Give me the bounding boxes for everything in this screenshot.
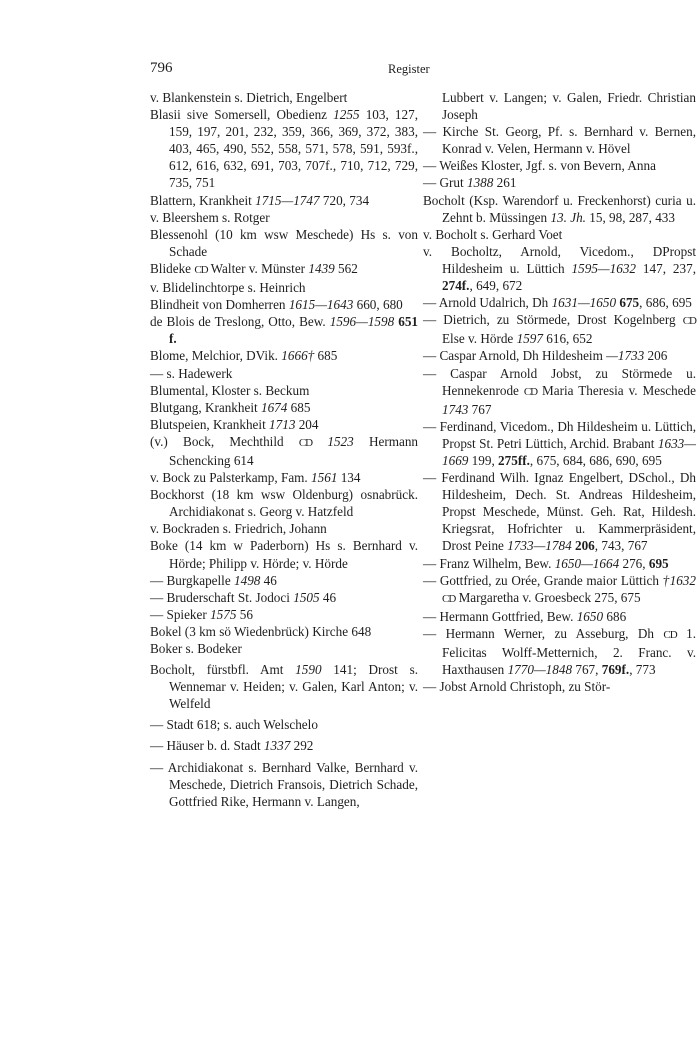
entry-text: v. Blidelinchtorpe s. Heinrich — [150, 280, 306, 296]
entry-text: (v.) Bock, Mechthild — [150, 433, 299, 449]
entry-text: Maria Theresia v. Meschede — [537, 382, 696, 398]
index-entry — [150, 209, 418, 226]
entry-text: Blattern, Krankheit — [150, 192, 256, 208]
entry-text: 1597 — [516, 331, 543, 347]
entry-text: Bokel (3 km sö Wiedenbrück) Kirche 648 — [150, 623, 372, 639]
entry-text: 147, 237, — [636, 260, 697, 276]
entry-text: — Jobst Arnold Christoph, zu Stör- — [423, 679, 611, 695]
entry-text: 292 — [290, 738, 314, 754]
entry-text: 103, 127, 159, 197, 201, 232, 359, 366, 369, 372, 383, 403, 465, 490, 552, 558, 571, 578, 591, 593f., 612, 616, 632, 691, 703, 707f., 710, 712, 729, 735, 751 — [169, 107, 418, 191]
entry-text: 1388 — [466, 175, 494, 191]
index-entry — [150, 759, 418, 810]
entry-text: — Häuser b. d. Stadt — [150, 738, 264, 754]
entry-text: 1523 — [327, 433, 354, 449]
entry-text: — Caspar Arnold Jobst, zu Störmede u. Hennekenrode — [423, 365, 696, 398]
entry-text: Blasii sive Somersell, Obedienz — [150, 107, 334, 123]
entry-text: 616, 652 — [542, 331, 593, 347]
index-entry — [423, 294, 696, 311]
index-entry — [150, 106, 418, 191]
index-column-right — [423, 89, 696, 695]
index-entry — [423, 678, 696, 695]
index-entry — [423, 174, 696, 191]
entry-text: 1505 — [293, 589, 320, 605]
entry-text: 1590 — [295, 662, 322, 678]
entry-text: 1743 — [442, 401, 469, 417]
index-entry — [150, 737, 418, 754]
entry-text: v. Bock zu Palsterkamp, Fam. — [150, 470, 312, 486]
entry-text: Blumental, Kloster s. Beckum — [150, 382, 310, 398]
entry-text: 660, 680 — [353, 297, 403, 313]
index-entry — [423, 572, 696, 608]
index-entry — [150, 589, 418, 606]
index-entry — [423, 608, 696, 625]
marriage-symbol: CD — [298, 436, 313, 449]
entry-text: 720, 734 — [319, 192, 370, 208]
entry-text: Bockhorst (18 km wsw Oldenburg) osnabrück. Archidiakonat s. Georg v. Hatzfeld — [150, 487, 418, 520]
entry-text: 1666† — [281, 348, 315, 364]
entry-text: 1498 — [234, 572, 261, 588]
index-entry — [150, 313, 418, 347]
entry-text: 134 — [337, 470, 361, 486]
entry-text: — Gottfried, zu Orée, Grande maior Lüttich — [423, 572, 663, 588]
entry-text: 685 — [314, 348, 338, 364]
entry-text: v. Bocholtz, Arnold, Vicedom., DPropst Hildesheim u. Lüttich — [423, 243, 696, 276]
entry-text: — Arnold Udalrich, Dh — [423, 295, 552, 311]
index-entry — [423, 89, 696, 123]
index-entry — [150, 640, 418, 657]
index-entry — [150, 520, 418, 537]
entry-text: Boker s. Bodeker — [150, 641, 242, 656]
entry-text: 46 — [319, 589, 337, 605]
entry-text: 1733—1784 — [507, 538, 572, 554]
entry-text: — Hermann Werner, zu Asseburg, Dh — [423, 625, 664, 641]
entry-text: Blutgang, Krankheit — [150, 399, 261, 415]
entry-text: — Archidiakonat s. Bernhard Valke, Bernhard v. Meschede, Dietrich Fransois, Dietrich Schade, Gottfried Rike, Hermann v. Langen, — [150, 759, 418, 809]
entry-text: 685 — [287, 399, 311, 415]
index-entry — [150, 661, 418, 712]
index-entry — [423, 469, 696, 554]
index-entry — [423, 192, 696, 226]
index-entry — [150, 365, 418, 382]
entry-text: — Burgkapelle — [150, 572, 234, 588]
entry-text: 15, 98, 287, 433 — [585, 209, 675, 225]
entry-text: — s. Hadewerk — [150, 365, 233, 381]
entry-text: 1575 — [210, 606, 237, 622]
index-entry — [150, 486, 418, 520]
entry-text: 1633—1669 — [442, 435, 696, 468]
page-header — [150, 60, 696, 80]
entry-text: , 675, 684, 686, 690, 695 — [529, 452, 662, 468]
entry-text: 56 — [236, 606, 253, 622]
index-entry — [150, 572, 418, 589]
entry-text: v. Bleershem s. Rotger — [150, 209, 270, 225]
entry-text: 1595—1632 — [571, 260, 637, 276]
entry-text: 1561 — [311, 470, 338, 486]
entry-text: v. Blankenstein s. Dietrich, Engelbert — [150, 90, 348, 105]
index-entry — [423, 555, 696, 572]
entry-text: — Kirche St. Georg, Pf. s. Bernhard v. Bernen, Konrad v. Velen, Hermann v. Hövel — [423, 124, 696, 157]
entry-text: Lubbert v. Langen; v. Galen, Friedr. Christian Joseph — [442, 90, 696, 123]
entry-text: 1770—1848 — [507, 662, 573, 678]
entry-text: 1. Felicitas Wolff-Metternich, 2. Franc. v. Haxthausen — [442, 625, 697, 678]
entry-text: Boke (14 km w Paderborn) Hs s. Bernhard v. Hörde; Philipp v. Hörde; v. Hörde — [150, 538, 418, 571]
entry-text: 675 — [619, 295, 640, 311]
index-entry — [423, 157, 696, 174]
entry-text: Bocholt (Ksp. Warendorf u. Freckenhorst) curia u. Zehnt b. Müssingen — [423, 192, 696, 225]
entry-text: 274f. — [442, 278, 470, 294]
index-entry — [423, 243, 696, 294]
entry-text: — Ferdinand, Vicedom., Dh Hildesheim u. Lüttich, Propst St. Petri Lüttich, Archid. Brabant — [423, 418, 696, 451]
entry-text: 206 — [644, 348, 668, 364]
index-entry — [150, 382, 418, 399]
index-entry — [150, 606, 418, 623]
index-entry — [423, 311, 696, 347]
index-entry — [423, 226, 696, 243]
entry-text: Hermann Schencking 614 — [169, 433, 419, 468]
entry-text: — Caspar Arnold, Dh Hildesheim — [423, 348, 607, 364]
entry-text: 199, — [468, 452, 499, 468]
entry-text: 695 — [648, 555, 669, 571]
index-entry — [150, 192, 418, 209]
entry-text: 13. Jh. — [550, 209, 586, 225]
entry-text: 767 — [468, 401, 492, 417]
entry-text: 1715—1747 — [255, 192, 320, 208]
entry-text: 1650 — [576, 608, 604, 624]
index-entry — [150, 433, 418, 469]
entry-text: 1713 — [269, 416, 296, 432]
entry-text: Blindheit von Domherren — [150, 297, 289, 313]
marriage-symbol: CD — [442, 592, 456, 605]
entry-text: 206 — [574, 538, 595, 554]
entry-text: , 686, 695 — [639, 295, 692, 311]
entry-text: — Grut — [423, 175, 467, 191]
entry-text: — Weißes Kloster, Jgf. s. von Bevern, Anna — [423, 158, 656, 174]
entry-text: 1255 — [333, 107, 360, 123]
entry-text: 141; Drost s. Wennemar v. Heiden; v. Galen, Karl Anton; v. Welfeld — [169, 662, 418, 712]
entry-text — [312, 434, 327, 449]
entry-text: 1439 — [308, 260, 335, 276]
entry-text: 1631—1650 — [551, 295, 617, 311]
entry-text: 562 — [334, 260, 358, 276]
running-title: Register — [388, 62, 430, 76]
index-entry — [150, 716, 418, 733]
entry-text: 651 f. — [169, 314, 419, 347]
entry-text: †1632 — [662, 572, 696, 588]
entry-text: 769f. — [601, 662, 630, 678]
entry-text: — Hermann Gottfried, Bew. — [423, 608, 577, 624]
index-entry — [150, 399, 418, 416]
marriage-symbol: CD — [194, 263, 208, 276]
entry-text: 1596—1598 — [329, 314, 395, 330]
index-entry — [150, 226, 418, 260]
entry-text: 1337 — [263, 738, 291, 754]
marriage-symbol: CD — [682, 315, 696, 328]
index-column-left — [150, 89, 418, 810]
entry-text: 46 — [260, 572, 277, 588]
entry-text: , 649, 672 — [469, 278, 523, 294]
entry-text: v. Bockraden s. Friedrich, Johann — [150, 521, 327, 537]
entry-text: 275ff. — [498, 452, 530, 468]
index-entry — [423, 418, 696, 469]
index-entry — [150, 260, 418, 279]
index-entry — [150, 347, 418, 364]
entry-text: — Franz Wilhelm, Bew. — [423, 555, 555, 571]
entry-text: de Blois de Treslong, Otto, Bew. — [150, 314, 330, 330]
entry-text: —1733 — [606, 348, 645, 364]
entry-text: 261 — [493, 175, 517, 191]
entry-text: 204 — [295, 416, 319, 432]
entry-text: v. Bocholt s. Gerhard Voet — [423, 226, 563, 242]
entry-text: 767, — [572, 662, 602, 678]
index-entry — [150, 537, 418, 571]
index-entry — [150, 469, 418, 486]
index-entry — [423, 347, 696, 364]
entry-text: 1615—1643 — [288, 297, 354, 313]
marriage-symbol: CD — [663, 628, 677, 641]
entry-text: Walter v. Münster — [207, 260, 309, 276]
entry-text: Blome, Melchior, DVik. — [150, 348, 282, 364]
entry-text: Blessenohl (10 km wsw Meschede) Hs s. von Schade — [150, 226, 418, 259]
entry-text: Blideke — [150, 260, 195, 276]
entry-text: Margaretha v. Groesbeck 275, 675 — [455, 589, 641, 605]
index-entry — [150, 623, 418, 640]
index-entry — [150, 279, 418, 296]
entry-text: Bocholt, fürstbfl. Amt — [150, 662, 296, 678]
index-entry — [423, 365, 696, 418]
entry-text: 1650—1664 — [554, 555, 620, 571]
entry-text: 276, — [619, 555, 649, 571]
index-entry — [423, 625, 696, 678]
entry-text: , 743, 767 — [594, 538, 648, 554]
entry-text: — Stadt 618; s. auch Welschelo — [150, 717, 318, 733]
entry-text: 1674 — [260, 399, 288, 415]
index-entry — [150, 296, 418, 313]
entry-text: — Dietrich, zu Störmede, Drost Kogelnberg — [423, 312, 683, 328]
index-entry — [150, 89, 418, 106]
index-entry — [150, 416, 418, 433]
entry-text: Else v. Hörde — [442, 331, 517, 347]
index-entry — [423, 123, 696, 157]
entry-text: — Spieker — [150, 606, 211, 622]
page-number: 796 — [150, 60, 173, 76]
entry-text: — Bruderschaft St. Jodoci — [150, 589, 294, 605]
entry-text: , 773 — [629, 662, 656, 678]
entry-text: 686 — [603, 608, 627, 624]
entry-text: — Ferdinand Wilh. Ignaz Engelbert, DSchol., Dh Hildesheim, Dech. St. Andreas Hildesheim, Propst Meschede, Münst. Geh. Rat, Hildesh. Kriegsrat, Hofrichter u. Kammerpräsident, Drost Peine — [423, 470, 696, 554]
marriage-symbol: CD — [523, 385, 538, 398]
entry-text: Blutspeien, Krankheit — [150, 416, 270, 432]
